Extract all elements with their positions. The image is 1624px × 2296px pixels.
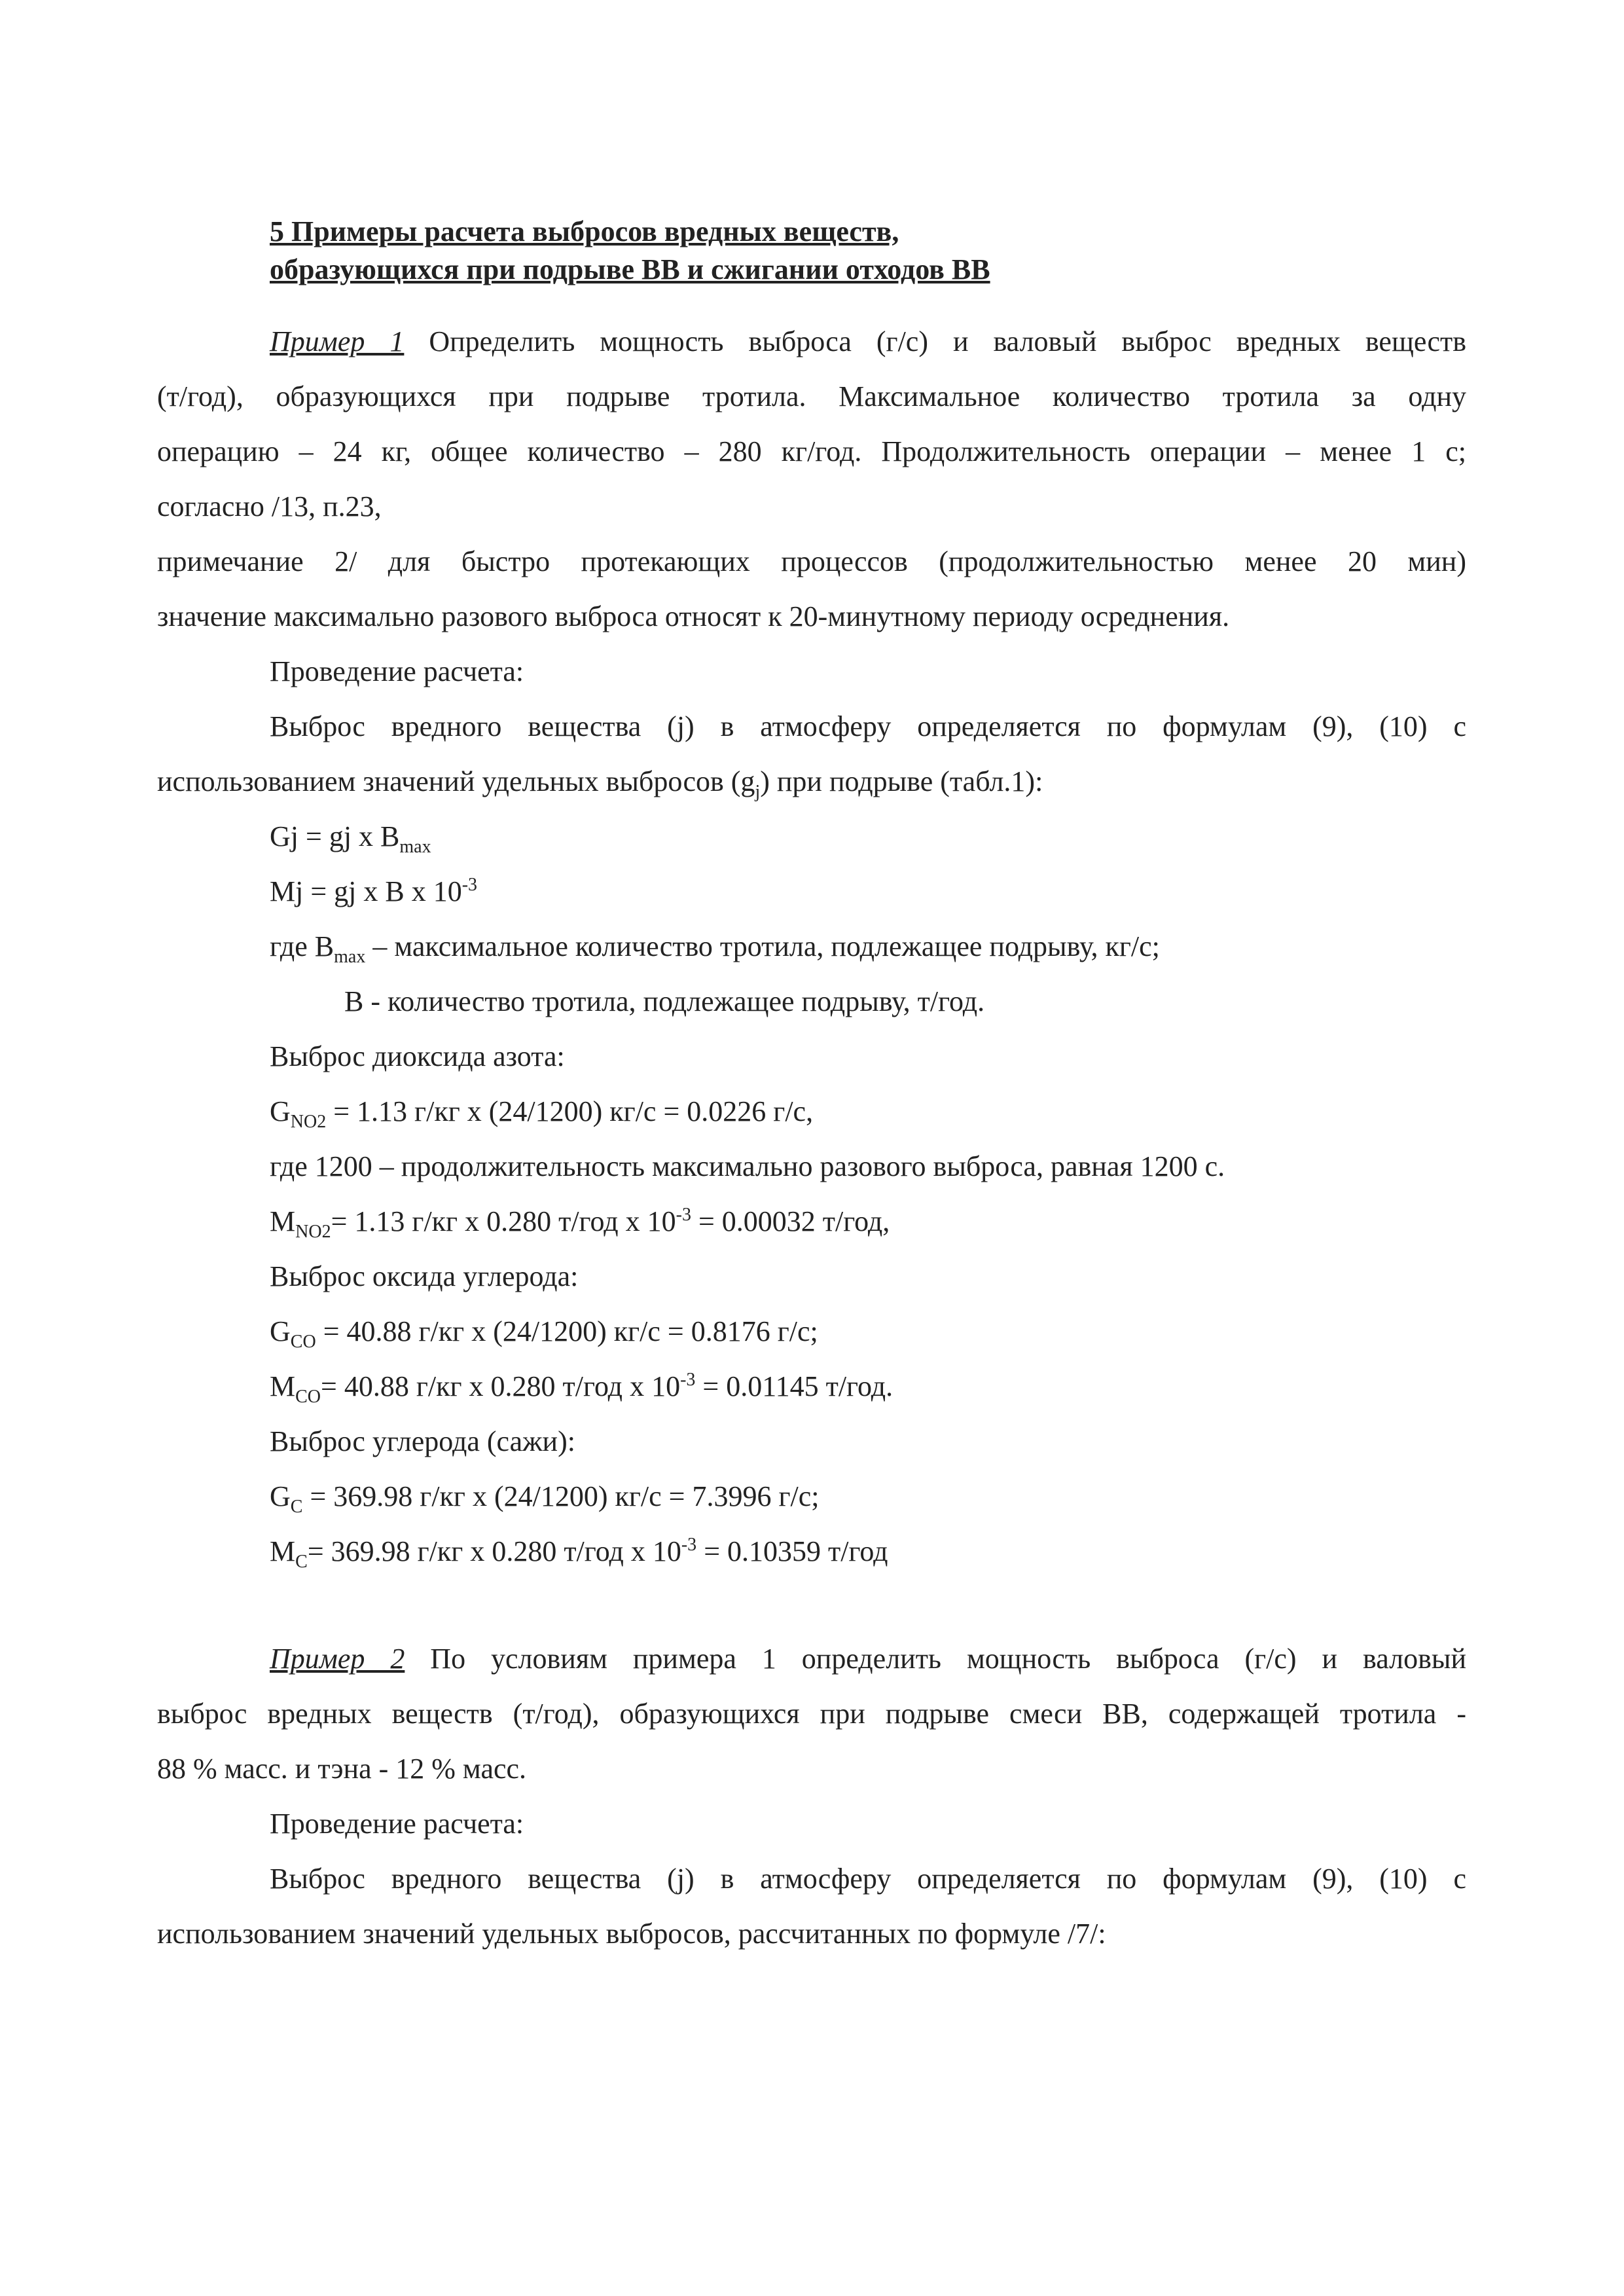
where-b: B - количество тротила, подлежащее подрыву, т/год. xyxy=(344,985,985,1017)
co-m-formula: $M_{CO}= 40.88$ г/кг х 0.280 т/год х $10^{-3} = 0.01145$ т/год. xyxy=(270,1370,893,1407)
no2-title: Выброс диоксида азота: xyxy=(270,1040,565,1072)
example1-calc-line-1: Выброс вредного вещества (j) в атмосферу определяется по формулам (9), (10) с xyxy=(270,710,1466,742)
example2-calc-line-1: Выброс вредного вещества (j) в атмосферу определяется по формулам (9), (10) с xyxy=(270,1863,1466,1895)
formula-m: Mj = gj x B x $10^{-3}$ xyxy=(270,875,478,907)
c-g-formula: $G_C = 369.98$ г/кг х (24/1200) кг/с = 7.3996 г/с; xyxy=(270,1480,820,1517)
co-g-formula: $G_{CO} = 40.88$ г/кг х (24/1200) кг/с = 0.8176 г/с; xyxy=(270,1315,818,1352)
no2-where: где 1200 – продолжительность максимально разового выброса, равная 1200 с. xyxy=(270,1150,1225,1182)
example1-line-5: примечание 2/ для быстро протекающих процессов (продолжительностью менее 20 мин) xyxy=(157,545,1466,577)
example1-calc-title: Проведение расчета: xyxy=(270,655,524,687)
example1-calc-line-2: использованием значений удельных выбросов $(g_j)$ при подрыве (табл.1): xyxy=(157,765,1043,802)
example1-line-2: (т/год), образующихся при подрыве тротила. Максимальное количество тротила за одну xyxy=(157,380,1466,412)
example2-line-1: Пример 2 По условиям примера 1 определить мощность выброса (г/с) и валовый xyxy=(270,1643,1466,1675)
example2-label: Пример 2 xyxy=(270,1643,405,1675)
example1-line-3: операцию – 24 кг, общее количество – 280 кг/год. Продолжительность операции – менее 1 с; xyxy=(157,435,1466,467)
example1-line-4: согласно /13, п.23, xyxy=(157,490,382,522)
c-m-formula: $M_C= 369.98$ г/кг х 0.280 т/год х $10^{-3} = 0.10359$ т/год xyxy=(270,1535,888,1572)
example2-line-2: выброс вредных веществ (т/год), образующихся при подрыве смеси ВВ, содержащей тротила - xyxy=(157,1698,1466,1730)
example1-line-6: значение максимально разового выброса относят к 20-минутному периоду осреднения. xyxy=(157,600,1230,632)
section-heading-line-2: образующихся при подрыве ВВ и сжигании отходов ВВ xyxy=(270,253,990,285)
where-bmax: где $B_{max}$ – максимальное количество тротила, подлежащее подрыву, кг/с; xyxy=(270,930,1160,967)
co-title: Выброс оксида углерода: xyxy=(270,1260,579,1292)
example2-calc-title: Проведение расчета: xyxy=(270,1808,524,1840)
no2-m-formula: $M_{NO2}= 1.13$ г/кг х 0.280 т/год х $10^{-3} = 0.00032$ т/год, xyxy=(270,1205,890,1242)
formula-g: Gj = gj x $B_{max}$ xyxy=(270,820,431,857)
section-heading-line-1: 5 Примеры расчета выбросов вредных веществ, xyxy=(270,215,899,247)
example1-label: Пример 1 xyxy=(270,325,405,357)
example2-line-3: 88 % масс. и тэна - 12 % масс. xyxy=(157,1753,527,1785)
example1-line-1: Пример 1 Определить мощность выброса (г/с) и валовый выброс вредных веществ xyxy=(270,325,1467,357)
example2-calc-line-2: использованием значений удельных выбросов, рассчитанных по формуле /7/: xyxy=(157,1918,1106,1950)
c-title: Выброс углерода (сажи): xyxy=(270,1425,575,1457)
no2-g-formula: $G_{NO2} = 1.13$ г/кг х (24/1200) кг/с = 0.0226 г/с, xyxy=(270,1095,814,1132)
